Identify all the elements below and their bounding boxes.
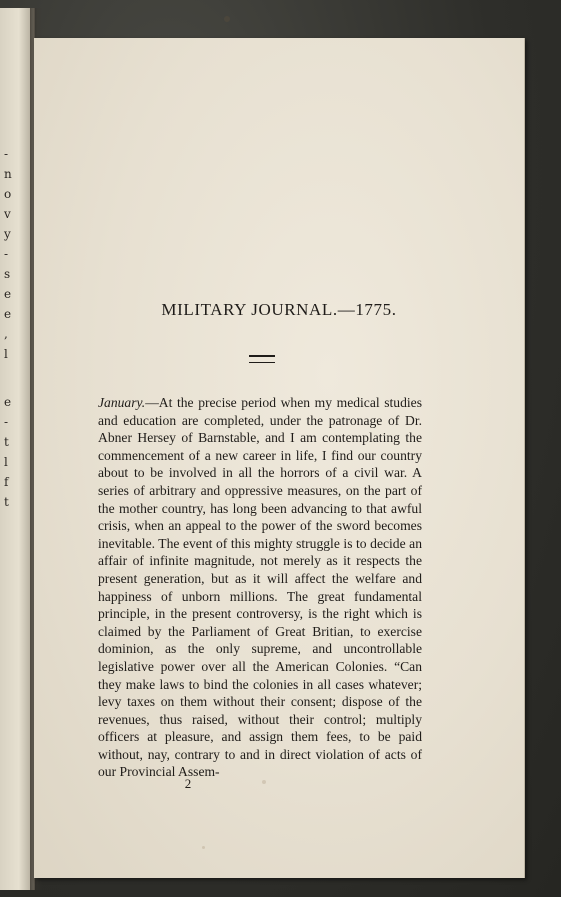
facing-page-fragment: o (4, 187, 12, 201)
facing-page-fragment: l (4, 347, 8, 361)
page-title: MILITARY JOURNAL.—1775. (161, 300, 397, 319)
facing-page-fragment: s (4, 267, 11, 281)
facing-page-fragment: v (4, 207, 11, 221)
facing-page-fragment: , (4, 327, 8, 341)
facing-page-fragment: - (4, 415, 9, 429)
facing-page-fragment: - (4, 247, 9, 261)
facing-page-fragment: e (4, 287, 12, 301)
facing-page-fragment: l (4, 455, 8, 469)
facing-page-fragment: n (4, 167, 12, 181)
date-lead: January. (98, 395, 146, 410)
paper-spot (224, 16, 230, 22)
title-double-rule (249, 355, 275, 363)
facing-page-fragment: e (4, 395, 12, 409)
facing-page-fragment: y (4, 227, 11, 241)
facing-page-fragment: t (4, 435, 9, 449)
facing-page-fragment: e (4, 307, 12, 321)
facing-page-fragment: f (4, 475, 9, 489)
paper-spot (202, 846, 205, 849)
facing-page-fragment: - (4, 147, 9, 161)
facing-page-fragment: t (4, 495, 9, 509)
page-number: 2 (184, 776, 192, 791)
journal-paragraph: —At the precise period when my medical studies and education are completed, under the patronage of Dr. Abner Hersey of Barnstable, and I am contemplating the commencement of a new career in life, I find our country about to be involved in all the horrors of a civil war. A series of arbitrary and oppressive measures, on the part of the mother country, has long been advancing to that awful crisis, when an appeal to the power of the sword becomes inevitable. The event of this mighty struggle is to decide an affair of infinite magnitude, not merely as it respects the present generation, but as it will affect the welfare and happiness of unborn millions. The great fundamental principle, in the present controversy, is the right which is claimed by the Parliament of Great Britian, to exercise dominion, as the only supreme, and uncontrollable legislative power over all the American Colonies. “Can they make laws to bind the colonies in all cases whatever; levy taxes on them without their consent; dispose of the revenues, thus raised, without their control; multiply officers at pleasure, and assign them fees, to be paid without, nay, contrary to and in direct violation of acts of our Provincial Assem- (98, 395, 422, 780)
journal-body-text (98, 394, 422, 781)
